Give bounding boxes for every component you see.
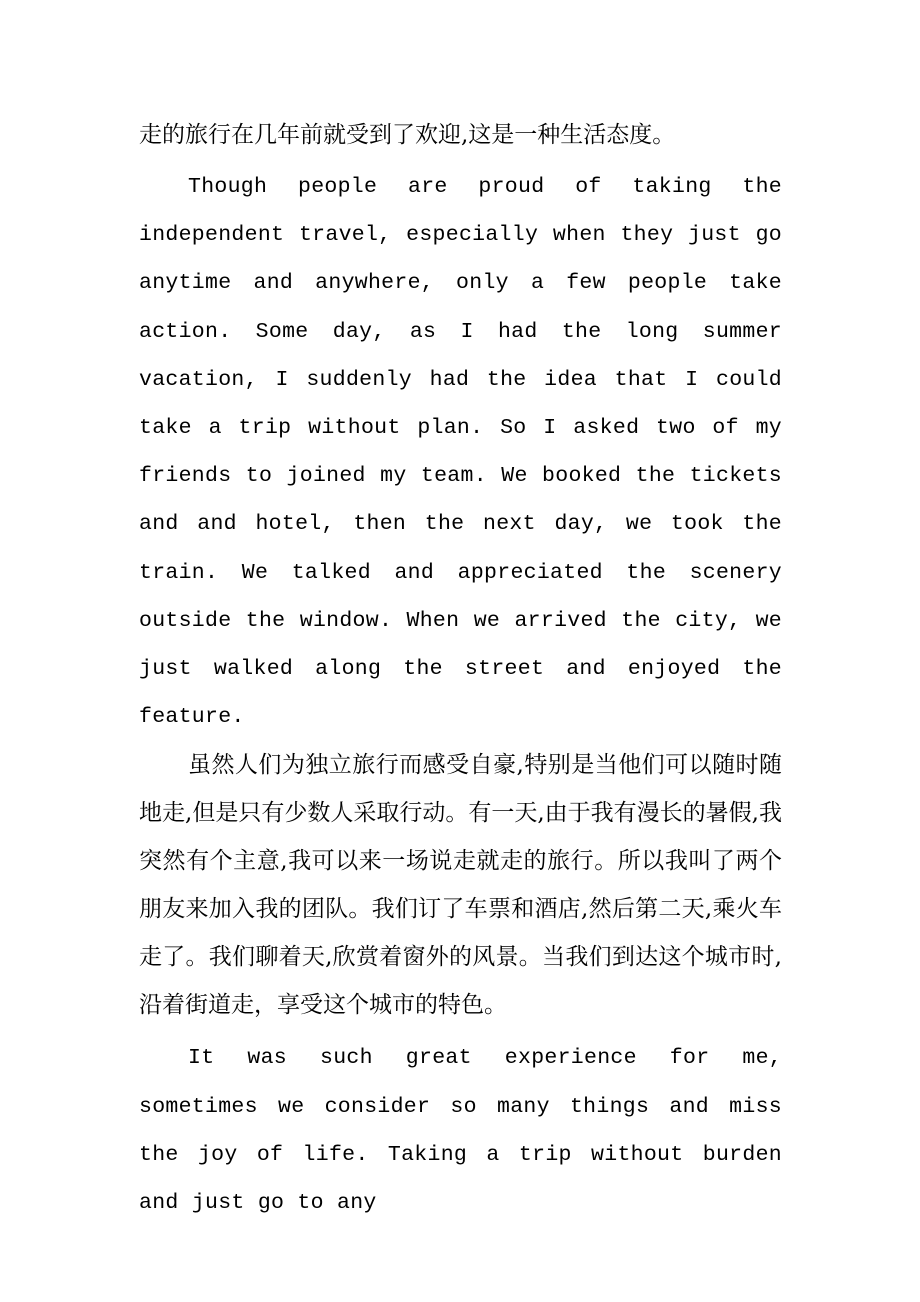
paragraph-english-reflection: It was such great experience for me, sometimes we consider so many things and miss the joy of life. Taking a trip without burden and just go to any: [139, 1046, 782, 1216]
paragraph-english-story: Though people are proud of taking the independent travel, especially when they just go anytime and anywhere, only a few people take action. Some day, as I had the long summer vacation, I suddenly had the idea that I could take a trip without plan. So I asked two of my friends to joined my team. We booked the tickets and and hotel, then the next day, we took the train. We talked and appreciated the scenery outside the window. When we arrived the city, we just walked along the street and enjoyed the feature.: [139, 175, 782, 730]
document-page: [139, 111, 782, 1227]
paragraph-chinese-continuation: 走的旅行在几年前就受到了欢迎,这是一种生活态度。: [139, 122, 676, 148]
paragraph-chinese-story: 虽然人们为独立旅行而感受自豪,特别是当他们可以随时随地走,但是只有少数人采取行动。有一天,由于我有漫长的暑假,我突然有个主意,我可以来一场说走就走的旅行。所以我叫了两个朋友来加入我的团队。我们订了车票和酒店,然后第二天,乘火车走了。我们聊着天,欣赏着窗外的风景。当我们到达这个城市时,沿着街道走，享受这个城市的特色。: [139, 752, 782, 1019]
